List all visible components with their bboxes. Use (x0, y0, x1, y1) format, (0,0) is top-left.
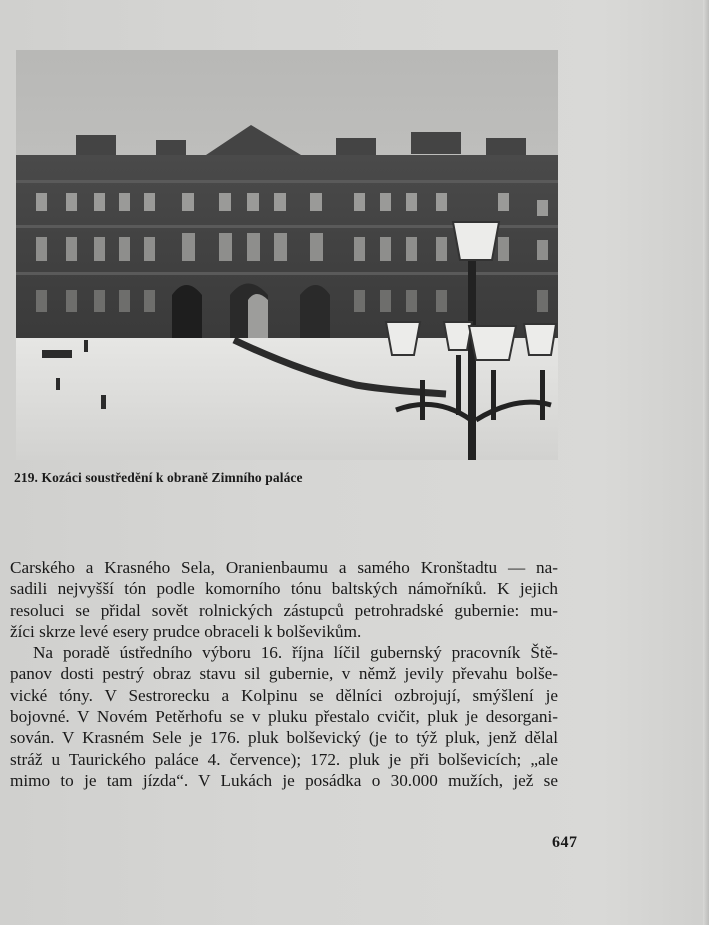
page-number: 647 (552, 834, 578, 851)
text-line: bojovné. V Novém Petěrhofu se v pluku přestalo cvičit, pluk je desorgani- (10, 707, 558, 727)
photo-illustration (16, 50, 558, 460)
text-line-paragraph-end: žíci skrze levé esery prudce obraceli k bolševikům. (10, 621, 362, 641)
text-line-paragraph-start: Na poradě ústředního výboru 16. října líčil gubernský pracovník Ště- (33, 643, 558, 663)
winter-palace-photo (16, 50, 558, 460)
text-line: stráž u Taurického paláce 4. července); 172. pluk je při bolševicích; „ale (10, 749, 558, 769)
text-line: Carského a Krasného Sela, Oranienbaumu a samého Kronštadtu — na- (10, 558, 558, 577)
text-line: panov dosti pestrý obraz stavu sil gubernie, v němž jevily převahu bolše- (10, 664, 558, 684)
caption-number: 219. (14, 470, 39, 485)
text-line: sován. V Krasném Sele je 176. pluk bolševický (je to týž pluk, jenž dělal (10, 728, 558, 748)
text-line: sadili nejvyšší tón podle komorního tónu baltských námořníků. K jejich (10, 579, 558, 599)
text-line: mimo to je tam jízda“. V Lukách je posádka o 30.000 mužích, jež se (10, 770, 558, 790)
photo-caption (14, 470, 554, 486)
body-text (10, 557, 558, 791)
page-edge-shadow (703, 0, 709, 925)
text-line: resoluci se přidal sovět rolnických zástupců petrohradské gubernie: mu- (10, 600, 558, 620)
caption-text: Kozáci soustředění k obraně Zimního paláce (41, 470, 303, 485)
text-line: vické tóny. V Sestrorecku a Kolpinu se dělníci ozbrojují, smýšlení je (10, 685, 558, 705)
palace-arches (172, 284, 330, 341)
